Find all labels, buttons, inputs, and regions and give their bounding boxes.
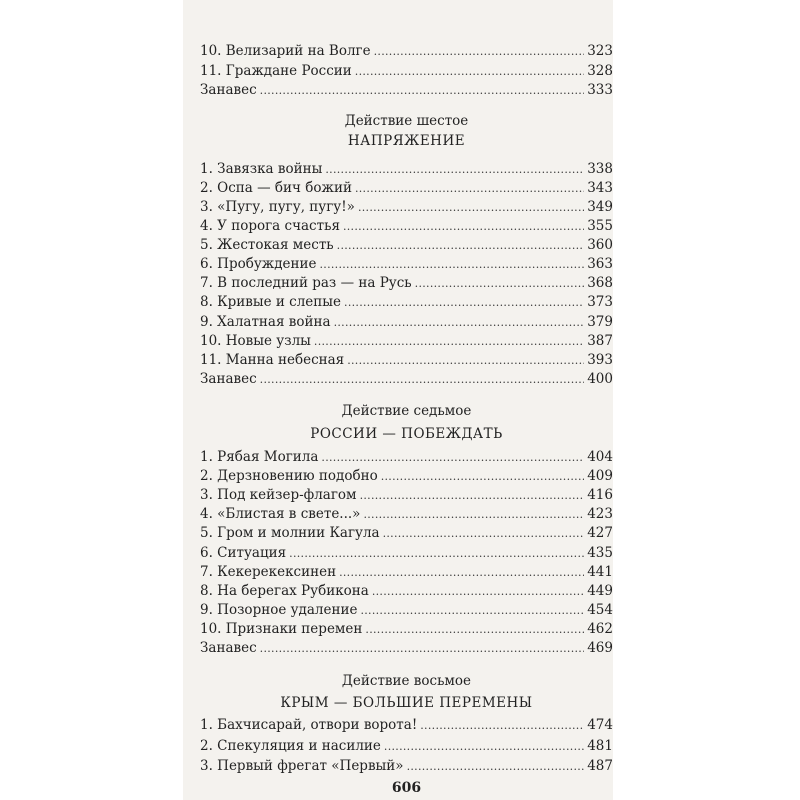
toc-entry <box>200 619 613 639</box>
toc-entry-title: 8. На берегах Рубикона <box>200 583 369 599</box>
toc-entry-page: 379 <box>587 314 613 330</box>
act-label: Действие восьмое <box>341 673 472 689</box>
dot-leader <box>289 543 584 563</box>
toc-entry <box>200 216 613 236</box>
toc-entry-page: 338 <box>587 161 613 177</box>
toc-entry <box>200 600 613 620</box>
toc-entry <box>200 638 613 658</box>
toc-entry <box>200 715 613 735</box>
dot-leader <box>363 504 584 524</box>
toc-entry <box>200 80 613 100</box>
toc-entry-page: 333 <box>587 82 613 98</box>
toc-entry-page: 481 <box>587 738 613 754</box>
toc-entry <box>200 485 613 505</box>
dot-leader <box>337 235 585 255</box>
toc-entry-title: 6. Пробуждение <box>200 256 317 272</box>
toc-entry <box>200 504 613 524</box>
toc-entry-title: 9. Халатная война <box>200 314 331 330</box>
table-of-contents <box>200 0 613 800</box>
dot-leader <box>383 523 585 543</box>
dot-leader <box>260 369 585 389</box>
toc-entry <box>200 197 613 217</box>
toc-entry-title: 3. Под кейзер-флагом <box>200 487 357 503</box>
toc-entry <box>200 581 613 601</box>
toc-entry-page: 373 <box>587 294 613 310</box>
toc-entry-page: 355 <box>587 218 613 234</box>
toc-entry-title: 10. Велизарий на Волге <box>200 43 371 59</box>
toc-entry-page: 323 <box>587 43 613 59</box>
dot-leader <box>384 736 584 756</box>
toc-entry-page: 441 <box>587 564 613 580</box>
toc-entry <box>200 331 613 351</box>
toc-entry <box>200 369 613 389</box>
toc-entry-page: 427 <box>587 525 613 541</box>
dot-leader <box>415 273 585 293</box>
toc-entry <box>200 292 613 312</box>
toc-entry-page: 349 <box>587 199 613 215</box>
dot-leader <box>339 562 584 582</box>
toc-entry-title: 2. Спекуляция и насилие <box>200 738 381 754</box>
toc-entry-page: 474 <box>587 717 613 733</box>
toc-entry-page: 435 <box>587 545 613 561</box>
act-label: Действие шестое <box>344 113 469 129</box>
toc-entry-title: Занавес <box>200 82 257 98</box>
act-label: Действие седьмое <box>341 403 472 419</box>
dot-leader <box>365 619 584 639</box>
toc-entry-title: 1. Рябая Могила <box>200 449 319 465</box>
toc-entry-title: 10. Признаки перемен <box>200 621 363 637</box>
toc-entry-title: 3. Первый фрегат «Первый» <box>200 758 404 774</box>
toc-entry-page: 387 <box>587 333 613 349</box>
toc-entry-title: 7. Кекерекексинен <box>200 564 337 580</box>
toc-entry-page: 404 <box>587 449 613 465</box>
toc-entry <box>200 756 613 776</box>
dot-leader <box>260 80 585 100</box>
toc-entry-page: 423 <box>587 506 613 522</box>
toc-entry <box>200 159 613 179</box>
toc-entry <box>200 61 613 81</box>
toc-entry-title: 6. Ситуация <box>200 545 287 561</box>
toc-entry-title: 8. Кривые и слепые <box>200 294 342 310</box>
dot-leader <box>372 581 584 601</box>
toc-entry-page: 449 <box>587 583 613 599</box>
toc-entry-title: 4. У порога счастья <box>200 218 340 234</box>
toc-entry <box>200 273 613 293</box>
toc-entry-page: 343 <box>587 180 613 196</box>
toc-entry <box>200 254 613 274</box>
dot-leader <box>360 600 584 620</box>
toc-entry-title: 2. Оспа — бич божий <box>200 180 352 196</box>
toc-entry-page: 409 <box>587 468 613 484</box>
toc-entry <box>200 350 613 370</box>
toc-entry-title: 11. Граждане России <box>200 63 352 79</box>
act-title: НАПРЯЖЕНИЕ <box>347 133 466 149</box>
toc-entry-page: 393 <box>587 352 613 368</box>
toc-entry <box>200 523 613 543</box>
dot-leader <box>374 41 585 61</box>
toc-entry-page: 328 <box>587 63 613 79</box>
dot-leader <box>321 447 584 467</box>
toc-entry-title: Занавес <box>200 640 257 656</box>
toc-entry-title: 9. Позорное удаление <box>200 602 358 618</box>
dot-leader <box>325 159 584 179</box>
dot-leader <box>360 485 585 505</box>
dot-leader <box>347 350 584 370</box>
toc-entry <box>200 312 613 332</box>
act-title: КРЫМ — БОЛЬШИЕ ПЕРЕМЕНЫ <box>280 695 533 711</box>
toc-entry-page: 462 <box>587 621 613 637</box>
toc-entry-page: 469 <box>587 640 613 656</box>
toc-entry <box>200 562 613 582</box>
dot-leader <box>355 61 584 81</box>
act-title: РОССИИ — ПОБЕЖДАТЬ <box>310 426 503 442</box>
toc-entry <box>200 235 613 255</box>
toc-entry-page: 363 <box>587 256 613 272</box>
toc-entry <box>200 178 613 198</box>
toc-entry <box>200 41 613 61</box>
toc-entry-page: 416 <box>587 487 613 503</box>
toc-entry-title: 2. Дерзновению подобно <box>200 468 378 484</box>
dot-leader <box>420 715 584 735</box>
toc-entry-page: 368 <box>587 275 613 291</box>
toc-entry-page: 487 <box>587 758 613 774</box>
toc-entry <box>200 736 613 756</box>
dot-leader <box>343 216 584 236</box>
dot-leader <box>355 178 584 198</box>
toc-entry <box>200 466 613 486</box>
toc-entry-title: 5. Гром и молнии Кагула <box>200 525 380 541</box>
toc-entry-page: 360 <box>587 237 613 253</box>
dot-leader <box>314 331 584 351</box>
toc-entry-title: 7. В последний раз — на Русь <box>200 275 412 291</box>
toc-entry-title: 1. Завязка войны <box>200 161 323 177</box>
toc-entry-title: 5. Жестокая месть <box>200 237 334 253</box>
dot-leader <box>407 756 585 776</box>
dot-leader <box>260 638 585 658</box>
toc-entry <box>200 543 613 563</box>
dot-leader <box>334 312 585 332</box>
toc-entry-title: 11. Манна небесная <box>200 352 345 368</box>
page-number: 606 <box>391 780 422 796</box>
toc-entry-title: 3. «Пугу, пугу, пугу!» <box>200 199 355 215</box>
toc-entry-page: 454 <box>587 602 613 618</box>
dot-leader <box>320 254 585 274</box>
dot-leader <box>358 197 584 217</box>
dot-leader <box>344 292 584 312</box>
toc-entry-title: 10. Новые узлы <box>200 333 311 349</box>
toc-entry <box>200 447 613 467</box>
toc-entry-page: 400 <box>587 371 613 387</box>
toc-entry-title: 1. Бахчисарай, отвори ворота! <box>200 717 418 733</box>
dot-leader <box>381 466 585 486</box>
toc-entry-title: Занавес <box>200 371 257 387</box>
toc-entry-title: 4. «Блистая в свете...» <box>200 506 361 522</box>
